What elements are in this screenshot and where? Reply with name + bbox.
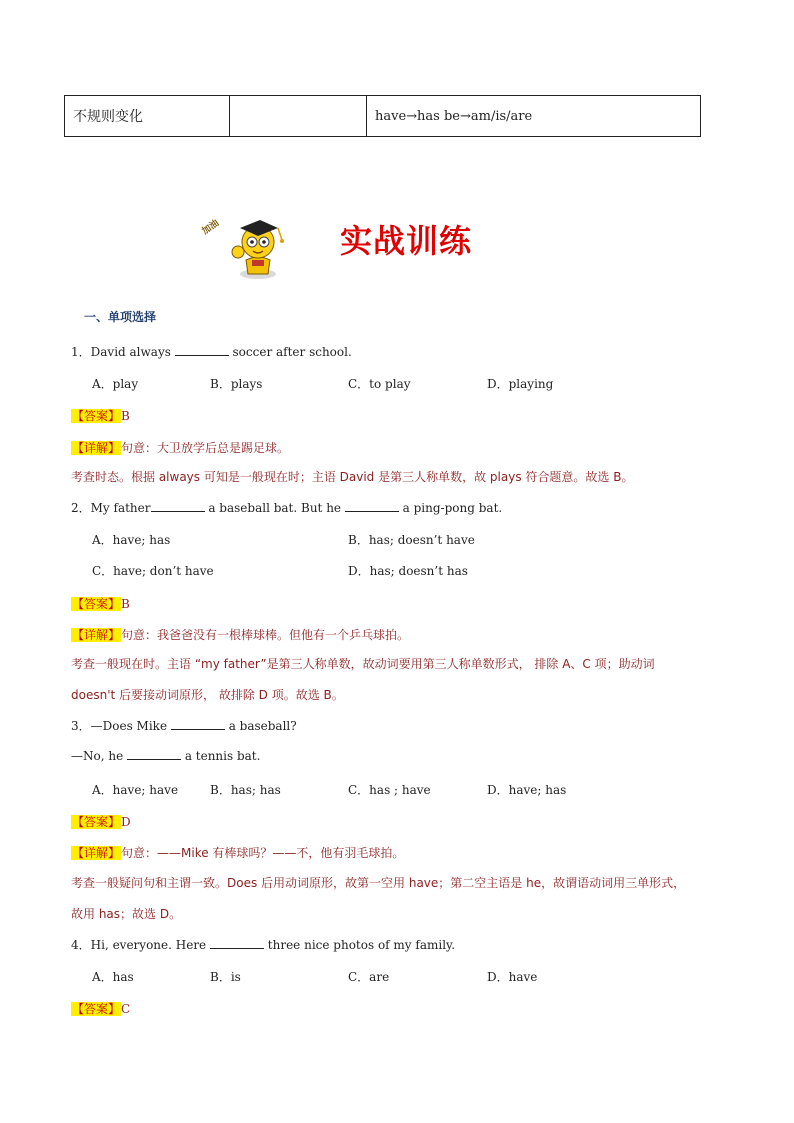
mascot-caption: 加油: [200, 218, 222, 237]
detail-explanation: 考查一般现在时。主语 “my father”是第三人称单数，故动词要用第三人称单数形式， 排除 A、C 项；助动词: [71, 657, 655, 671]
detail-text: 句意：我爸爸没有一根棒球棒。但他有一个乒乓球拍。: [121, 628, 410, 642]
stem-text: 4．Hi, everyone. Here: [71, 938, 210, 952]
detail-explanation-cont: doesn't 后要接动词原形， 故排除 D 项。故选 B。: [71, 688, 344, 702]
detail-line: [71, 842, 404, 861]
option-a: A．play: [92, 377, 139, 391]
option-d: D．playing: [487, 377, 554, 391]
answer-line: [71, 998, 130, 1017]
stem-text: 1．David always: [71, 345, 175, 359]
answer-blank: [345, 501, 399, 512]
question-3-stem: [71, 717, 297, 734]
detail-explanation: 考查时态。根据 always 可知是一般现在时；主语 David 是第三人称单数，故 plays 符合题意。故选 B。: [71, 470, 634, 484]
answer-blank: [171, 719, 225, 730]
answer-line: [71, 405, 130, 424]
question-4-stem: [71, 936, 455, 953]
option-d: D．has; doesn’t has: [348, 564, 468, 578]
stem-text: —No, he: [71, 749, 127, 763]
stem-text: 2．My father: [71, 501, 151, 515]
table-cell-category: 不规则变化: [65, 96, 230, 137]
answer-value: D: [121, 815, 131, 829]
question-2-stem: [71, 499, 502, 516]
answer-blank: [210, 938, 264, 949]
stem-text: a tennis bat.: [181, 749, 261, 763]
detail-text: 句意：——Mike 有棒球吗？——不，他有羽毛球拍。: [121, 846, 405, 860]
verb-table: [64, 95, 701, 137]
option-d: D．have; has: [487, 783, 567, 797]
option-c: C．to play: [348, 377, 411, 391]
stem-text: a ping-pong bat.: [398, 501, 503, 515]
question-3-reply: [71, 749, 260, 763]
answer-value: B: [121, 409, 130, 423]
stem-text: three nice photos of my family.: [263, 938, 456, 952]
detail-tag: 【详解】: [72, 846, 121, 860]
option-a: A．has: [92, 970, 134, 984]
option-b: B．has; has: [210, 783, 281, 797]
answer-blank: [151, 501, 205, 512]
option-a: A．have; have: [92, 783, 179, 797]
detail-line: [71, 437, 289, 456]
stem-text: soccer after school.: [228, 345, 352, 359]
answer-tag: 【答案】: [72, 1002, 121, 1016]
stem-text: 3．—Does Mike: [71, 719, 171, 733]
answer-blank: [127, 749, 181, 760]
answer-tag: 【答案】: [72, 597, 121, 611]
option-a: A．have; has: [92, 533, 171, 547]
detail-tag: 【详解】: [72, 441, 121, 455]
answer-value: C: [121, 1002, 131, 1016]
answer-tag: 【答案】: [72, 815, 121, 829]
answer-blank: [175, 345, 229, 356]
question-1-stem: [71, 343, 352, 360]
stem-text: a baseball bat. But he: [204, 501, 345, 515]
table-row: [65, 96, 701, 137]
detail-tag: 【详解】: [72, 628, 121, 642]
detail-explanation: 考查一般疑问句和主谓一致。Does 后用动词原形，故第一空用 have；第二空主语是 he，故谓语动词用三单形式，: [71, 876, 686, 890]
option-c: C．has ; have: [348, 783, 431, 797]
answer-line: [71, 811, 131, 830]
option-d: D．have: [487, 970, 538, 984]
option-c: C．are: [348, 970, 390, 984]
option-b: B．plays: [210, 377, 263, 391]
option-c: C．have; don’t have: [92, 564, 214, 578]
option-b: B．has; doesn’t have: [348, 533, 475, 547]
detail-text: 句意：大卫放学后总是踢足球。: [121, 441, 290, 455]
answer-tag: 【答案】: [72, 409, 121, 423]
answer-line: [71, 593, 130, 612]
stem-text: a baseball?: [224, 719, 297, 733]
table-cell-example: have→has be→am/is/are: [367, 96, 701, 137]
section-title: 一、单项选择: [84, 310, 157, 324]
table-cell-empty: [230, 96, 367, 137]
detail-explanation-cont: 故用 has；故选 D。: [71, 907, 182, 921]
answer-value: B: [121, 597, 130, 611]
banner-title: 实战训练: [340, 222, 473, 260]
option-b: B．is: [210, 970, 241, 984]
detail-line: [71, 624, 409, 643]
